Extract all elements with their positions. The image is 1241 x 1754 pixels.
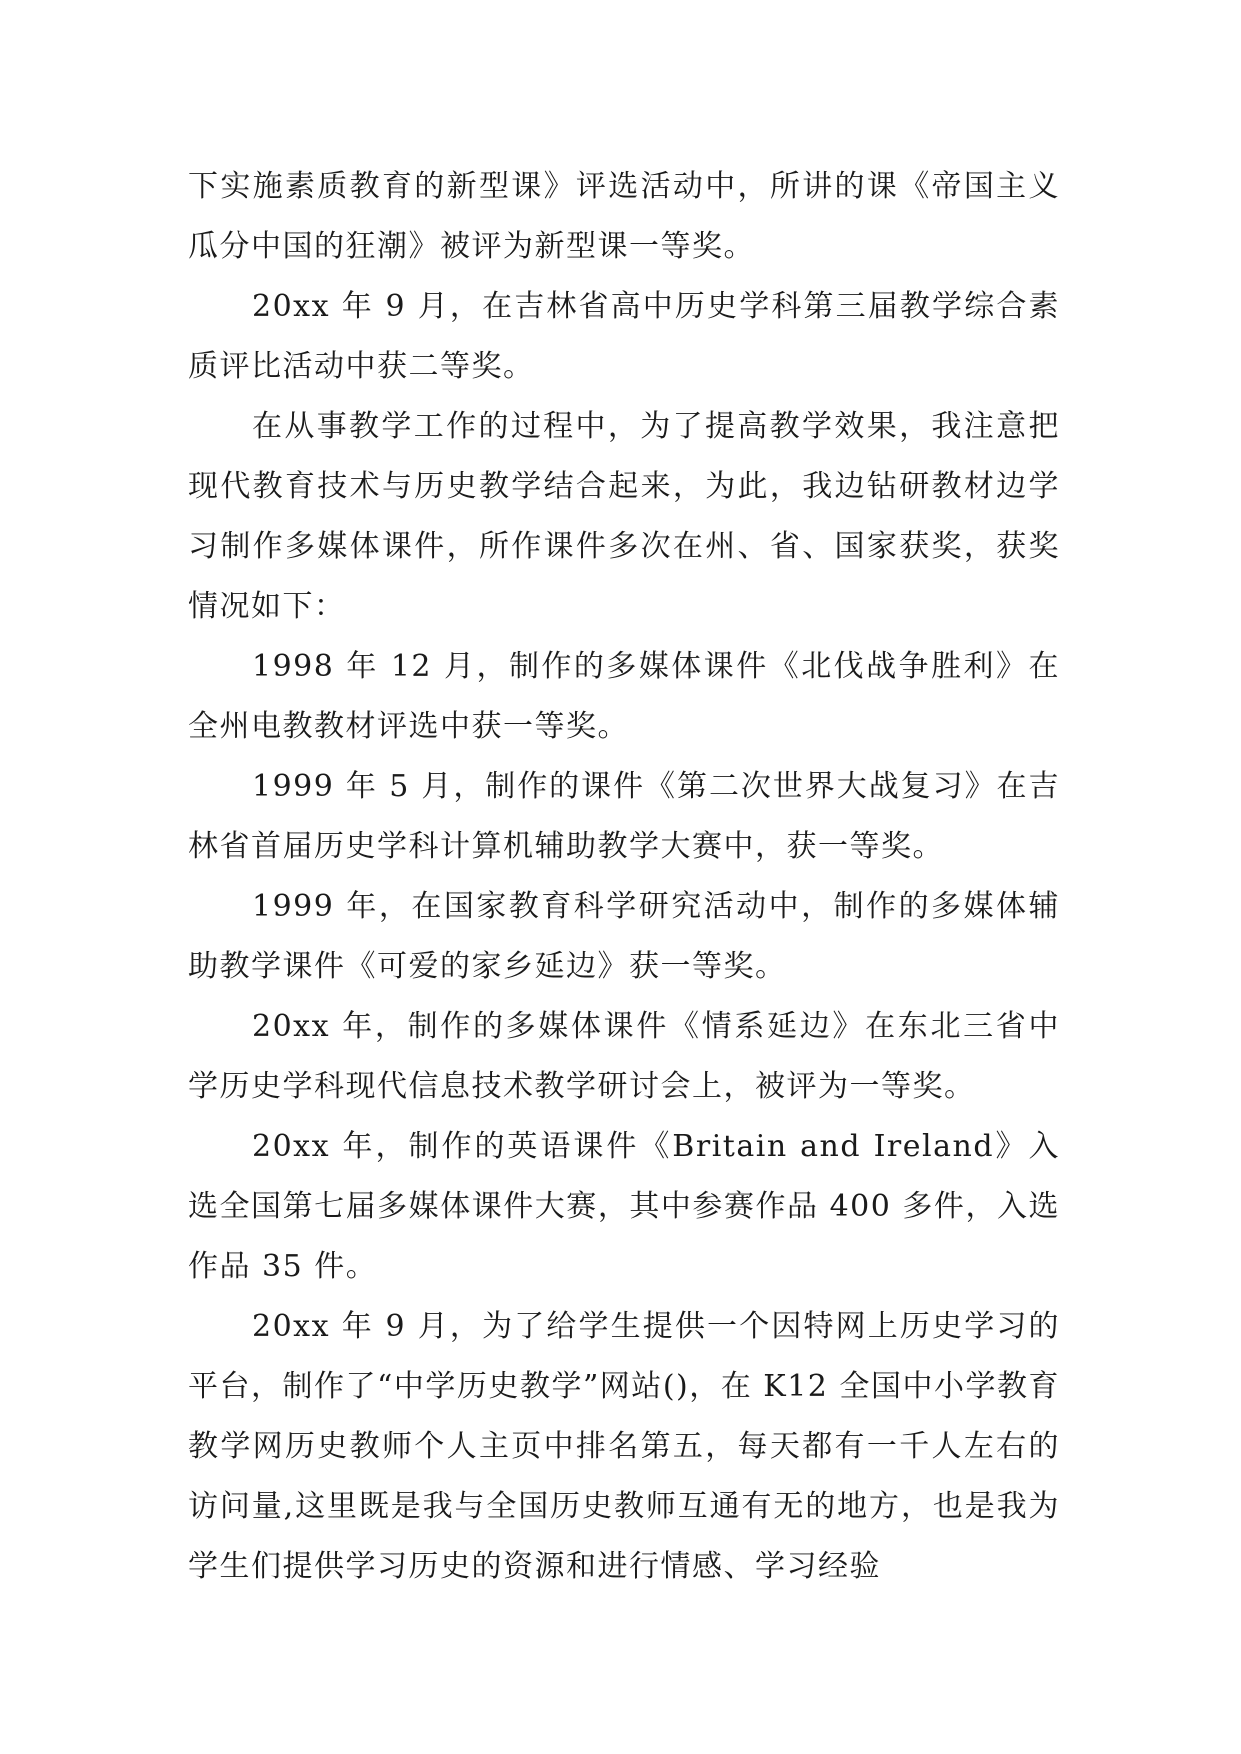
paragraph: 1999 年 5 月，制作的课件《第二次世界大战复习》在吉林省首届历史学科计算机辅助教学大赛中，获一等奖。	[188, 769, 1060, 864]
paragraph: 20xx 年，制作的多媒体课件《情系延边》在东北三省中学历史学科现代信息技术教学研讨会上，被评为一等奖。	[188, 1009, 1060, 1104]
paragraph: 在从事教学工作的过程中，为了提高教学效果，我注意把现代教育技术与历史教学结合起来，为此，我边钻研教材边学习制作多媒体课件，所作课件多次在州、省、国家获奖，获奖情况如下：	[188, 409, 1060, 624]
paragraph: 20xx 年，制作的英语课件《Britain and Ireland》入选全国第七届多媒体课件大赛，其中参赛作品 400 多件，入选作品 35 件。	[188, 1129, 1060, 1284]
document-body	[188, 157, 1060, 1597]
paragraph: 下实施素质教育的新型课》评选活动中，所讲的课《帝国主义瓜分中国的狂潮》被评为新型课一等奖。	[188, 169, 1060, 264]
paragraph: 20xx 年 9 月，在吉林省高中历史学科第三届教学综合素质评比活动中获二等奖。	[188, 289, 1060, 384]
paragraph: 1999 年，在国家教育科学研究活动中，制作的多媒体辅助教学课件《可爱的家乡延边》获一等奖。	[188, 889, 1060, 984]
paragraph: 20xx 年 9 月，为了给学生提供一个因特网上历史学习的平台，制作了“中学历史教学”网站()，在 K12 全国中小学教育教学网历史教师个人主页中排名第五，每天都有一千人左右的访问量,这里既是我与全国历史教师互通有无的地方，也是我为学生们提供学习历史的资源和进行情感、学习经验	[188, 1309, 1060, 1584]
paragraph: 1998 年 12 月，制作的多媒体课件《北伐战争胜利》在全州电教教材评选中获一等奖。	[188, 649, 1060, 744]
